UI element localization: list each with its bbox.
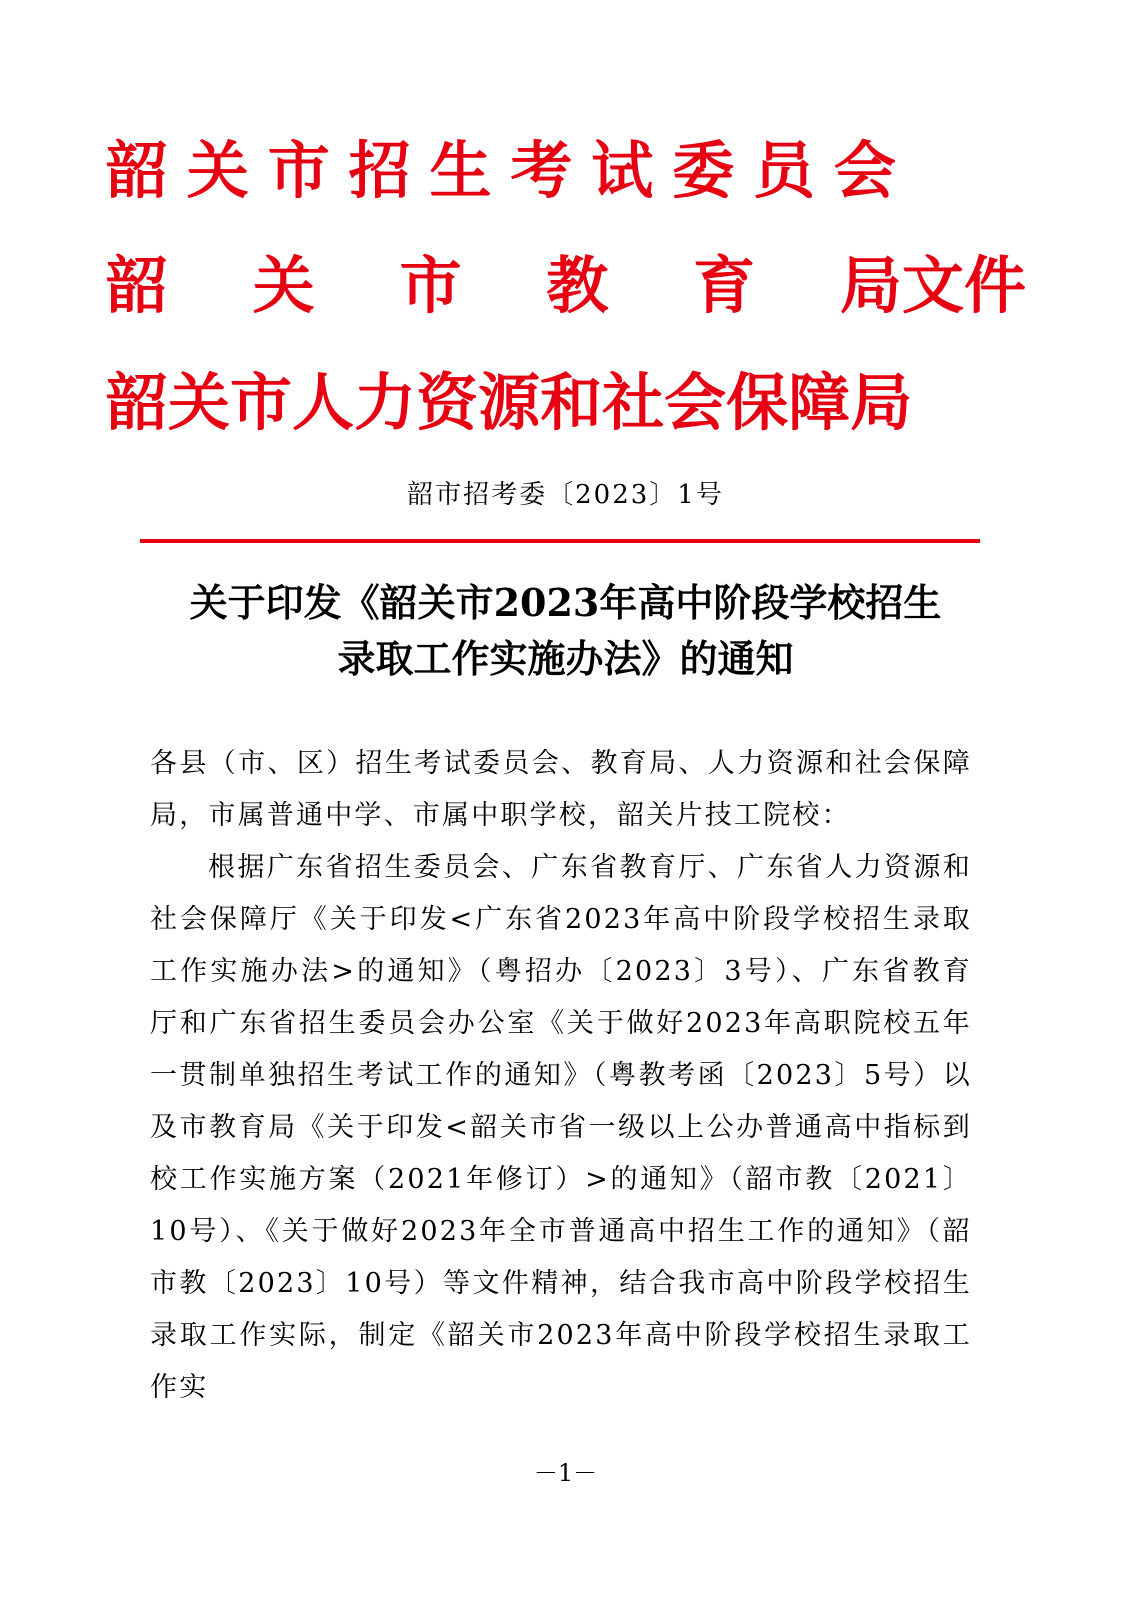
notice-title-line-2: 录取工作实施办法》的通知 bbox=[337, 636, 794, 681]
issuer-line-2 bbox=[106, 248, 1026, 324]
issuer-name-3: 韶 关 市 人 力 资 源 和 社 会 保 障 局 bbox=[106, 366, 913, 439]
issuer-line-1 bbox=[106, 133, 896, 209]
issuer-name-2: 韶 关 市 教 育 局 bbox=[106, 249, 902, 322]
notice-title-line-1: 关于印发《韶关市2023年高中阶段学校招生 bbox=[189, 580, 942, 625]
document-number: 韶市招考委〔2023〕1号 bbox=[407, 480, 724, 510]
page-number: －1－ bbox=[533, 1459, 598, 1487]
file-suffix: 文件 bbox=[901, 249, 1026, 322]
issuer-line-3 bbox=[106, 365, 913, 441]
salutation: 各县（市、区）招生考试委员会、教育局、人力资源和社会保障局，市属普通中学、市属中职学校，韶关片技工院校： bbox=[150, 748, 972, 831]
red-divider-line bbox=[140, 539, 980, 543]
issuer-name-1: 韶 关 市 招 生 考 试 委 员 会 bbox=[106, 134, 896, 207]
notice-title bbox=[0, 575, 1131, 687]
body-paragraph-1: 根据广东省招生委员会、广东省教育厅、广东省人力资源和社会保障厅《关于印发<广东省2023年高中阶段学校招生录取工作实施办法>的通知》（粤招办〔2023〕3号）、广东省教育厅和广东省招生委员会办公室《关于做好2023年高职院校五年一贯制单独招生考试工作的通知》（粤教考函〔2023〕5号）以及市教育局《关于印发<韶关市省一级以上公办普通高中指标到校工作实施方案（2021年修订）>的通知》（韶市教〔2021〕10号）、《关于做好2023年全市普通高中招生工作的通知》（韶市教〔2023〕10号）等文件精神，结合我市高中阶段学校招生录取工作实际，制定《韶关市2023年高中阶段学校招生录取工作实 bbox=[150, 852, 972, 1403]
document-body bbox=[150, 738, 972, 1414]
